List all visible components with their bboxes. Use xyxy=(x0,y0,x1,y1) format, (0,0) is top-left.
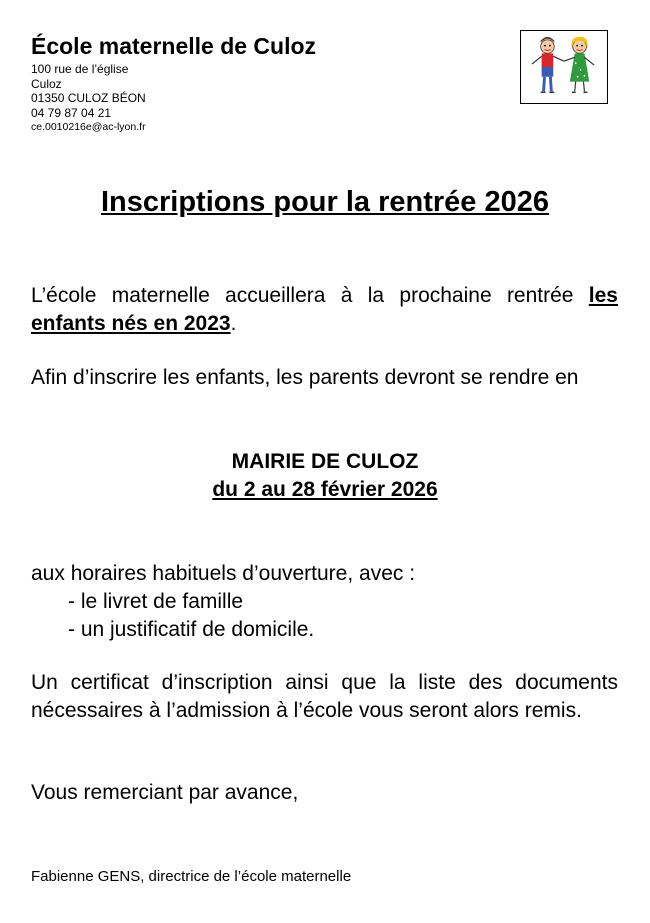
signature: Fabienne GENS, directrice de l’école maternelle xyxy=(31,868,352,885)
children-drawing-icon xyxy=(521,31,607,103)
address-postal: 01350 CULOZ BÉON xyxy=(31,91,146,105)
location-block xyxy=(0,448,650,504)
list-item: - le livret de famille xyxy=(68,590,244,613)
location-place: MAIRIE DE CULOZ xyxy=(231,450,419,473)
school-address xyxy=(31,62,146,135)
location-dates: du 2 au 28 février 2026 xyxy=(212,478,438,501)
documents-list xyxy=(68,588,314,644)
school-logo xyxy=(520,30,608,104)
school-name: École maternelle de Culoz xyxy=(31,33,317,59)
intro-highlight: les enfants nés en 2023 xyxy=(31,284,618,335)
certificate-paragraph: Un certificat d’inscription ainsi que la liste des documents nécessaires à l’admission à l’école vous seront alors remis. xyxy=(31,671,618,722)
instruction-paragraph: Afin d’inscrire les enfants, les parents devront se rendre en xyxy=(31,366,579,389)
intro-text: L’école maternelle accueillera à la prochaine rentrée xyxy=(31,284,574,307)
address-street: 100 rue de l’église xyxy=(31,62,129,76)
address-email: ce.0010216e@ac-lyon.fr xyxy=(31,121,146,133)
intro-paragraph xyxy=(31,282,618,338)
intro-end: . xyxy=(230,312,237,335)
list-item: - un justificatif de domicile. xyxy=(68,618,315,641)
closing-line: Vous remerciant par avance, xyxy=(31,781,299,804)
hours-paragraph: aux horaires habituels d’ouverture, avec : xyxy=(31,562,416,585)
address-phone: 04 79 87 04 21 xyxy=(31,105,112,120)
page-title: Inscriptions pour la rentrée 2026 xyxy=(100,186,550,218)
address-town: Culoz xyxy=(31,76,62,91)
